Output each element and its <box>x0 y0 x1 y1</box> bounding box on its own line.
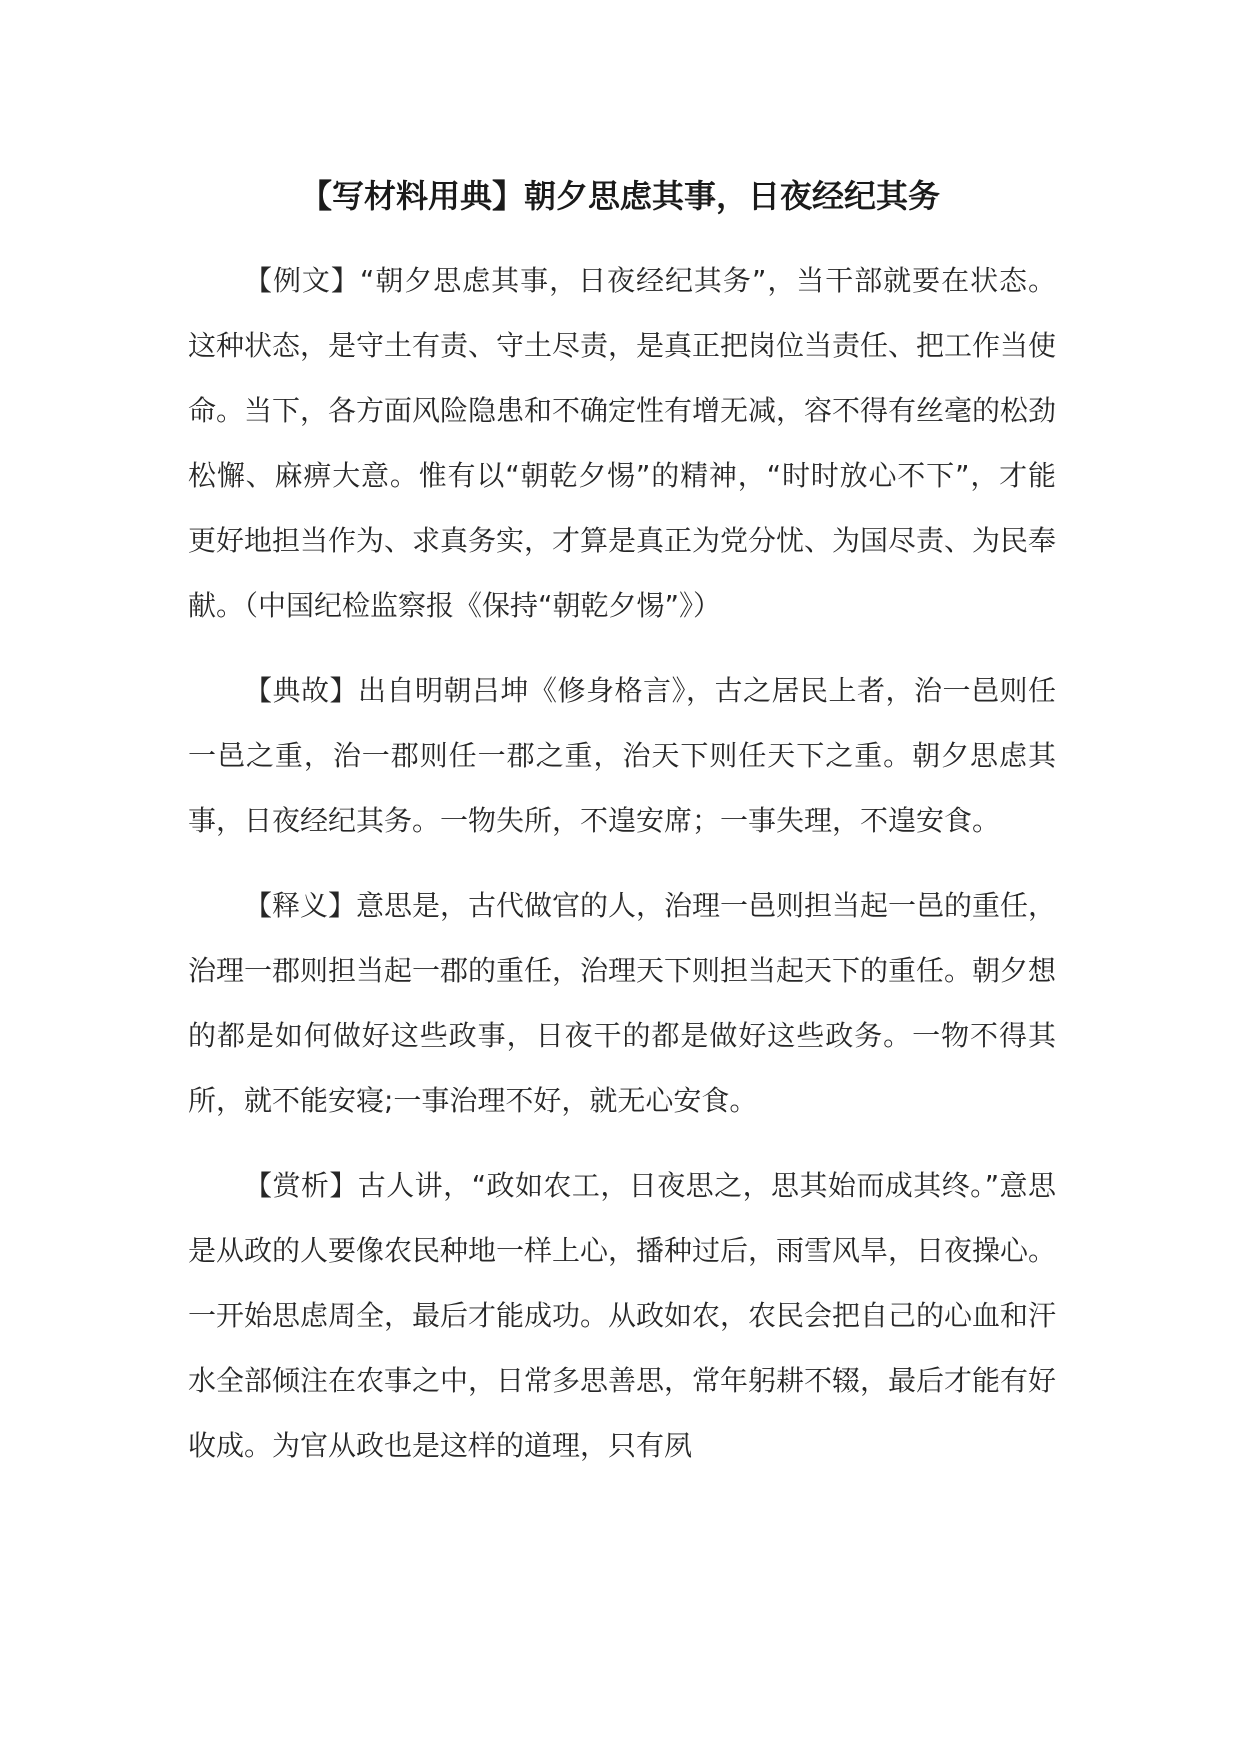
document-body <box>188 248 1056 1498</box>
paragraph-meaning: 【释义】意思是，古代做官的人，治理一邑则担当起一邑的重任，治理一郡则担当起一郡的重任，治理天下则担当起天下的重任。朝夕想的都是如何做好这些政事，日夜干的都是做好这些政务。一物不得其所，就不能安寝;一事治理不好，就无心安食。 <box>188 889 1057 1117</box>
document-title: 【写材料用典】朝夕思虑其事，日夜经纪其务 <box>299 177 940 215</box>
paragraph-allusion: 【典故】出自明朝吕坤《修身格言》，古之居民上者，治一邑则任一邑之重，治一郡则任一郡之重，治天下则任天下之重。朝夕思虑其事，日夜经纪其务。一物失所，不遑安席；一事失理，不遑安食。 <box>188 674 1056 837</box>
paragraph-appreciation: 【赏析】古人讲，“政如农工，日夜思之，思其始而成其终。”意思是从政的人要像农民种地一样上心，播种过后，雨雪风旱，日夜操心。一开始思虑周全，最后才能成功。从政如农，农民会把自己的心血和汗水全部倾注在农事之中，日常多思善思，常年躬耕不辍，最后才能有好收成。为官从政也是这样的道理，只有夙 <box>188 1169 1057 1462</box>
paragraph-example: 【例文】“朝夕思虑其事，日夜经纪其务”，当干部就要在状态。这种状态，是守土有责、守土尽责，是真正把岗位当责任、把工作当使命。当下，各方面风险隐患和不确定性有增无减，容不得有丝毫的松劲松懈、麻痹大意。惟有以“朝乾夕惕”的精神，“时时放心不下”，才能更好地担当作为、求真务实，才算是真正为党分忧、为国尽责、为民奉献。（中国纪检监察报《保持“朝乾夕惕”》） <box>188 264 1057 622</box>
